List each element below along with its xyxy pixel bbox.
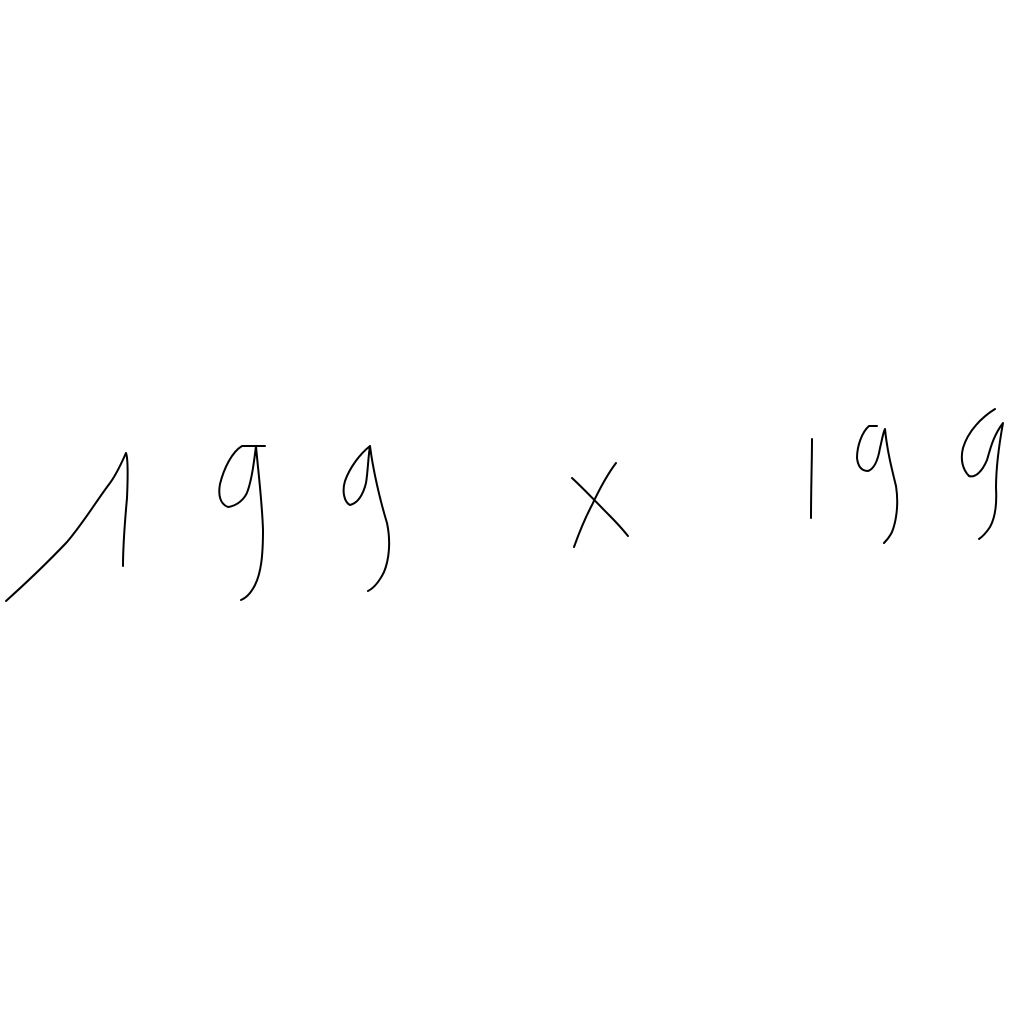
x-stroke xyxy=(572,478,628,536)
left-operand xyxy=(6,446,389,601)
x-stroke xyxy=(574,463,616,547)
digit-9-stroke xyxy=(344,446,390,591)
right-operand xyxy=(811,409,1003,543)
digit-9-stroke xyxy=(219,446,265,600)
digit-9-stroke xyxy=(857,426,897,543)
operator-x xyxy=(572,463,628,547)
digit-9-stroke xyxy=(962,409,1003,539)
digit-1-stroke xyxy=(811,439,812,518)
digit-1-stroke xyxy=(6,453,128,601)
